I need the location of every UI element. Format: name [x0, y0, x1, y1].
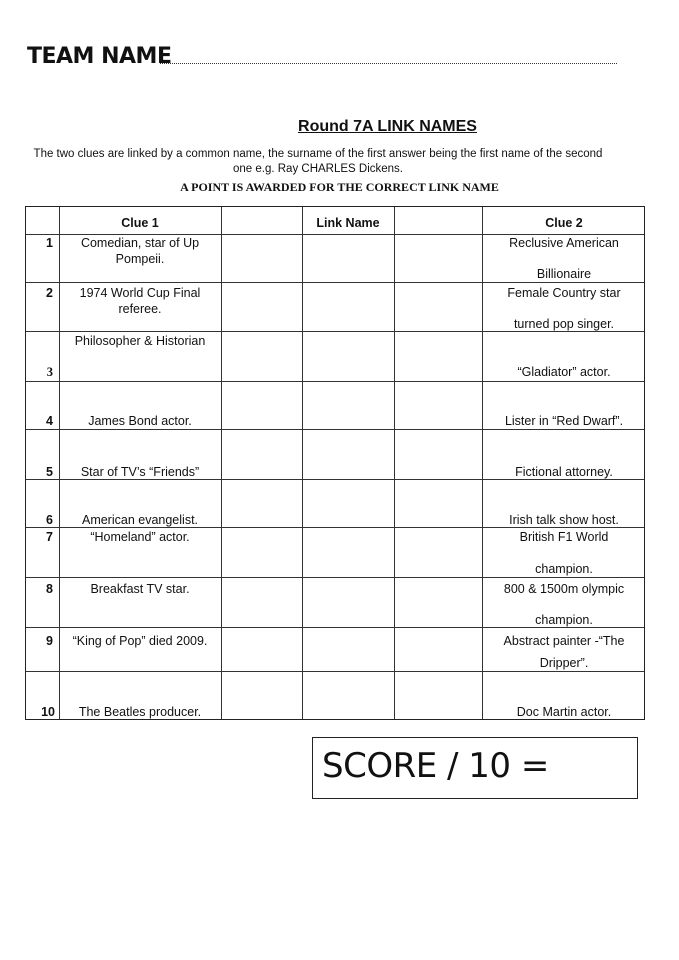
row-number: 5: [46, 465, 53, 479]
clue2-text: Abstract painter -“The: [503, 634, 625, 648]
clue2-text: Irish talk show host.: [509, 513, 619, 527]
score-label: SCORE / 10 =: [322, 746, 549, 786]
row-number: 9: [46, 634, 53, 648]
clue1-text: James Bond actor.: [88, 414, 192, 428]
row-number: 2: [46, 286, 53, 300]
header-clue2: Clue 2: [545, 216, 583, 230]
header-clue1: Clue 1: [121, 216, 159, 230]
clue2-text: Dripper”.: [539, 656, 589, 670]
clue2-text: Doc Martin actor.: [516, 705, 612, 719]
award-note: A POINT IS AWARDED FOR THE CORRECT LINK NAME: [180, 180, 499, 194]
clue2-text: “Gladiator” actor.: [517, 365, 611, 379]
clue1-text: “Homeland” actor.: [90, 530, 190, 544]
column-divider: [221, 207, 222, 719]
header-link-name: Link Name: [316, 216, 380, 230]
row-number: 10: [41, 705, 55, 719]
clue1-text: Philosopher & Historian: [74, 334, 206, 348]
row-number: 8: [46, 582, 53, 596]
clue2-text: champion.: [535, 562, 593, 576]
row-number: 4: [46, 414, 53, 428]
row-number: 6: [46, 513, 53, 527]
clue1-text: “King of Pop” died 2009.: [72, 634, 208, 648]
clue2-text: turned pop singer.: [513, 317, 615, 331]
clue2-text: champion.: [535, 613, 593, 627]
round-title: Round 7A LINK NAMES: [298, 118, 477, 135]
clue1-text: Comedian, star of Up Pompeii.: [80, 236, 200, 266]
clue1-text: The Beatles producer.: [78, 705, 202, 719]
column-divider: [394, 207, 395, 719]
team-name-label: TEAM NAME: [27, 44, 172, 69]
clue2-text: Female Country star: [507, 286, 621, 300]
quiz-table: [25, 206, 645, 720]
column-divider: [59, 207, 60, 719]
row-number: 1: [46, 236, 53, 250]
clue1-text: 1974 World Cup Final referee.: [79, 286, 201, 316]
row-number: 7: [46, 530, 53, 544]
clue1-text: Star of TV’s “Friends”: [80, 465, 200, 479]
clue1-text: Breakfast TV star.: [90, 582, 190, 596]
score-box[interactable]: [312, 737, 638, 799]
clue2-text: Reclusive American: [509, 236, 619, 250]
clue2-text: Fictional attorney.: [515, 465, 613, 479]
clue2-text: British F1 World: [519, 530, 609, 544]
clue1-text: American evangelist.: [81, 513, 199, 527]
link-name-column[interactable]: [303, 235, 393, 720]
clue2-text: Billionaire: [536, 267, 592, 281]
clue2-text: Lister in “Red Dwarf”.: [504, 414, 624, 428]
clue2-text: 800 & 1500m olympic: [503, 582, 625, 596]
instructions: The two clues are linked by a common name, the surname of the first answer being the first name of the second one e.g. Ray CHARLES Dickens.: [33, 148, 603, 175]
team-name-line[interactable]: [160, 63, 617, 64]
row-number: 3: [46, 365, 53, 379]
